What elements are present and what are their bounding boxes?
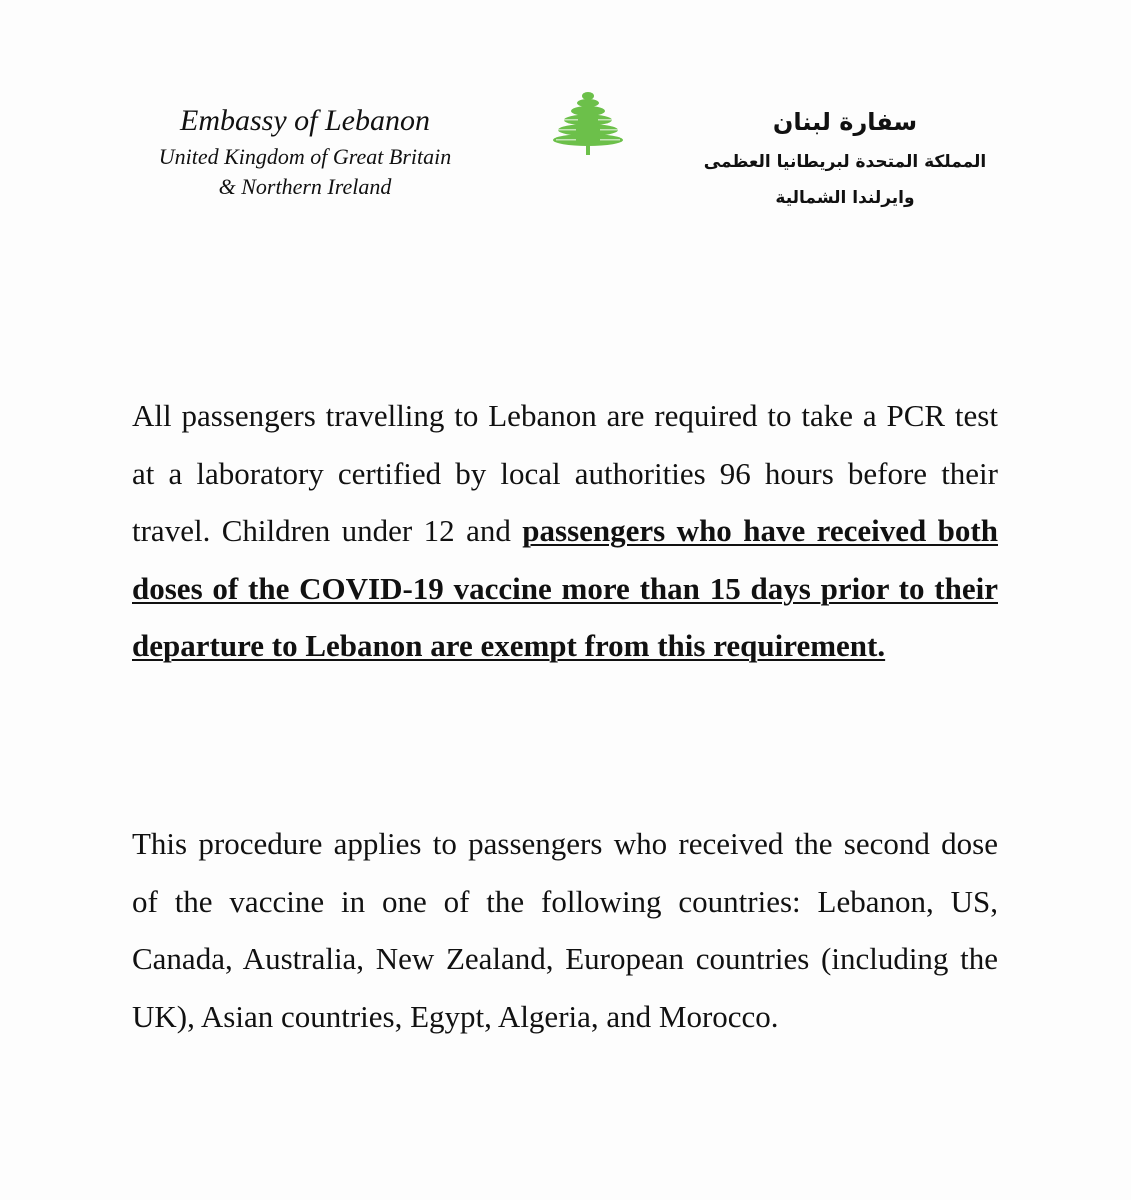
country-line-2-english: & Northern Ireland	[218, 174, 392, 199]
paragraph-2-text: This procedure applies to passengers who received the second dose of the vaccine in one of the following countries: Lebanon, US, Canada, Australia, New Zealand, European countries (including the UK), Asian countries, Egypt, Algeria, and Morocco.	[132, 826, 998, 1034]
country-line-1-english: United Kingdom of Great Britain	[158, 144, 452, 169]
letterhead-arabic	[680, 100, 1010, 216]
embassy-name-english: Embassy of Lebanon	[180, 104, 430, 137]
paragraph-pcr-requirement	[132, 387, 998, 675]
embassy-name-arabic: سفارة لبنان	[772, 108, 918, 136]
letterhead-english	[140, 100, 470, 202]
country-line-1-arabic: المملكة المتحدة لبريطانيا العظمى	[703, 152, 987, 172]
country-line-2-arabic: وايرلندا الشمالية	[775, 188, 915, 208]
paragraph-1-emphasis-text: passengers who have received both doses of the COVID-19 vaccine more than 15 days prior to their departure to Lebanon are exempt from this requirement.	[132, 513, 998, 663]
paragraph-1-normal-text: All passengers travelling to Lebanon are required to take a PCR test at a laboratory certified by local authorities 96 hours before their travel. Children under 12 and	[132, 398, 998, 548]
cedar-tree-icon	[552, 90, 624, 156]
paragraph-procedure-countries	[132, 815, 998, 1045]
